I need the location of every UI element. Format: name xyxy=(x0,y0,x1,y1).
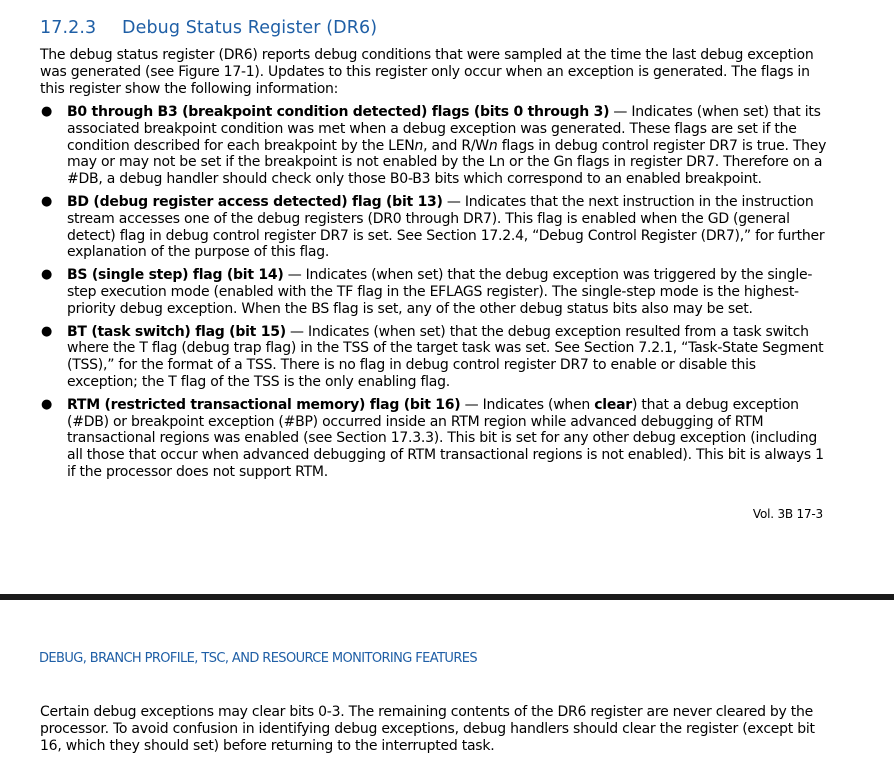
bullet-icon: ● xyxy=(41,104,53,119)
list-item-bd xyxy=(40,194,830,261)
section-heading xyxy=(40,18,377,38)
bullet-icon: ● xyxy=(41,323,53,339)
intro-text: The debug status register (DR6) reports debug conditions that were sampled at the time the last debug exception was generated (see Figure 17-1). Updates to this register only occur when an exception is generated. The flags in this register show the following information: xyxy=(40,47,814,97)
section-number: 17.2.3 xyxy=(40,18,97,38)
flag-description: — Indicates that the next instruction in the instruction stream accesses one of the debug registers (DR0 through DR7). This flag is enabled when the GD (general detect) flag in debug control register DR7 is set. See Section 17.2.4, “Debug Control Register (DR7),” for further explanation of the purpose of this flag. xyxy=(67,193,825,261)
list-item-bt xyxy=(40,324,830,391)
page-footer: Vol. 3B 17-3 xyxy=(752,507,823,521)
flag-list xyxy=(40,104,830,487)
flag-term: BD (debug register access detected) flag (bit 13) xyxy=(67,193,443,210)
continued-paragraph xyxy=(40,704,830,754)
chapter-header: DEBUG, BRANCH PROFILE, TSC, AND RESOURCE MONITORING FEATURES xyxy=(39,651,478,666)
section-title: Debug Status Register (DR6) xyxy=(122,18,378,38)
bullet-icon: ● xyxy=(41,193,53,209)
continued-text: Certain debug exceptions may clear bits 0-3. The remaining contents of the DR6 register are never cleared by the processor. To avoid confusion in identifying debug exceptions, debug handlers should clear the register (except bit 16, which they should set) before returning to the interrupted task. xyxy=(40,704,815,754)
intro-paragraph xyxy=(40,47,830,97)
flag-description: — Indicates (when set) that the debug exception was triggered by the single-step execution mode (enabled with the TF flag in the EFLAGS register). The single-step mode is the highest-priority debug exception. When the BS flag is set, any of the other debug status bits also may be set. xyxy=(67,267,813,317)
bullet-icon: ● xyxy=(41,267,53,283)
page-divider xyxy=(0,594,894,600)
list-item-b0-b3: ● B0 through B3 (breakpoint condition detected) flags (bits 0 through 3) — Indicates (when set) that its associated breakpoint condition was met when a debug exception was generated. These flags are set if the condition described for each breakpoint by the LENn, and R/Wn flags in debug control register DR7 is true. They may or may not be set if the breakpoint is not enabled by the Ln or the Gn flags in register DR7. Therefore on a #DB, a debug handler should check only those B0-B3 bits which correspond to an enabled breakpoint. xyxy=(41,104,827,188)
bullet-icon: ● xyxy=(41,396,53,412)
flag-term: BT (task switch) flag (bit 15) xyxy=(67,323,286,340)
flag-term: BS (single step) flag (bit 14) xyxy=(67,267,284,284)
flag-term: B0 through B3 (breakpoint condition detected) flags (bits 0 through 3) xyxy=(67,104,610,120)
flag-description: — Indicates (when set) that the debug exception resulted from a task switch where the T flag (debug trap flag) in the TSS of the target task was set. See Section 7.2.1, “Task-State Segment (TSS),” for the format of a TSS. There is no flag in debug control register DR7 to enable or disable this exception; the T flag of the TSS is the only enabling flag. xyxy=(67,323,824,390)
list-item-bs xyxy=(40,267,830,317)
flag-term: RTM (restricted transactional memory) flag (bit 16) xyxy=(67,396,461,413)
list-item-rtm: ● RTM (restricted transactional memory) flag (bit 16) — Indicates (when clear) that a debug exception (#DB) or breakpoint exception (#BP) occurred inside an RTM region while advanced debugging of RTM transactional regions was enabled (see Section 17.3.3). This bit is set for any other debug exception (including all those that occur when advanced debugging of RTM transactional regions is not enabled). This bit is always 1 if the processor does not support RTM. xyxy=(41,396,824,480)
